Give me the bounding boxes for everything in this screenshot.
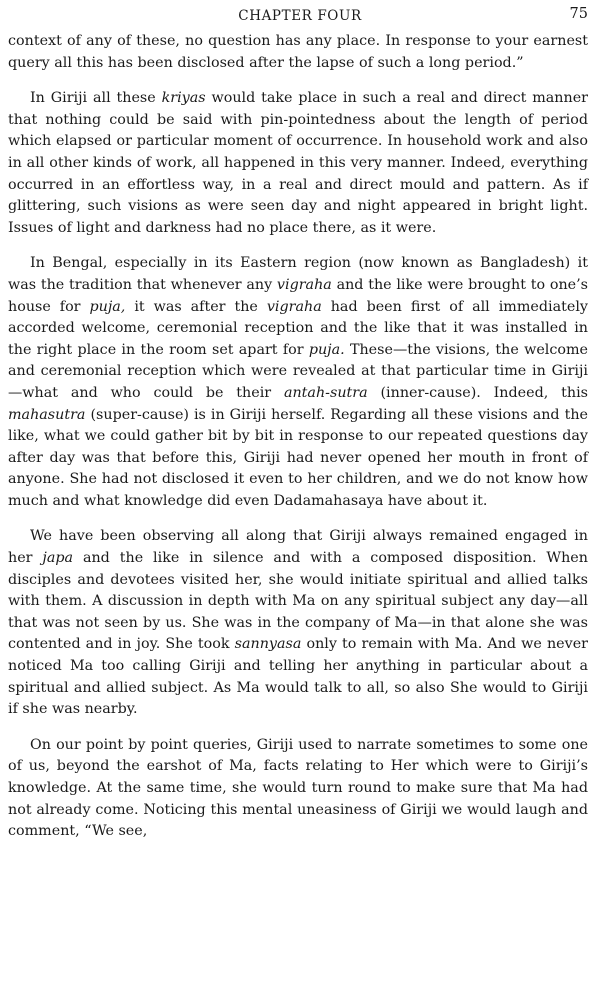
chapter-title: CHAPTER FOUR [238,8,362,24]
text-run: We have been observing all along that Giriji always remained engaged in her [8,528,588,567]
italic-term: puja, [89,298,126,315]
paragraph-2 [8,88,588,239]
italic-term: vigraha [266,298,322,315]
text-run: would take place in such a real and direct manner that nothing could be said with pin-pointedness about the length of period which elapsed or particular moment of occurrence. In household work and also in all other kinds of work, all happened in this very manner. Indeed, everything occurred in an effortless way, in a real and direct mould and pattern. As if glittering, such visions as were seen day and night appeared in bright light. Issues of light and darkness had no place there, as it were. [8,90,589,236]
text-run: context of any of these, no question has any place. In response to your earnest query all this has been disclosed after the lapse of such a long period.” [8,33,588,71]
paragraph-3 [8,253,588,512]
italic-term: puja. [308,341,345,358]
paragraph-4 [8,526,588,720]
body-text [8,31,588,843]
paragraph-5 [8,735,588,843]
text-run: (inner-cause). Indeed, this [367,384,588,401]
paragraph-1 [8,31,588,74]
italic-term: japa [42,550,74,567]
running-header [8,6,592,28]
italic-term: mahasutra [8,406,86,423]
italic-term: vigraha [276,276,332,293]
italic-term: kriyas [161,90,206,107]
page-number: 75 [569,6,588,22]
text-run: On our point by point queries, Giriji used to narrate sometimes to some one of us, beyond the earshot of Ma, facts relating to Her which were to Giriji’s knowledge. At the same time, she would turn round to make sure that Ma had not already come. Noticing this mental uneasiness of Giriji we would laugh and comment, “We see, [8,736,588,840]
text-run: (super-cause) is in Giriji herself. Regarding all these visions and the like, what we could gather bit by bit in response to our repeated questions day after day was that before this, Giriji had never opened her mouth in front of anyone. She had not disclosed it even to her children, and we do not know how much and what knowledge did even Dadamahasaya have about it. [8,406,588,509]
text-run: These—the visions, the welcome and ceremonial reception which were revealed at that particular time in Giriji—what and who could be their [8,341,588,401]
text-run: In Bengal, especially in its Eastern region (now known as Bangladesh) it was the tradition that whenever any [8,255,588,293]
text-run: it was after the [125,298,267,315]
italic-term: antah-sutra [283,384,368,401]
text-run: only to remain with Ma. And we never noticed Ma too calling Giriji and telling her anything in particular about a spiritual and allied subject. As Ma would talk to all, so also She would to Giriji if she was nearby. [8,636,588,718]
text-run: had been first of all immediately accorded welcome, ceremonial reception and the like that it was installed in the right place in the room set apart for [8,298,588,358]
text-run: In Giriji all these [30,90,162,107]
italic-term: sannyasa [234,636,302,653]
text-run: and the like in silence and with a composed disposition. When disciples and devotees visited her, she would initiate spiritual and allied talks with them. A discussion in depth with Ma on any spiritual subject any day—all that was not seen by us. She was in the company of Ma—in that alone she was contented and in joy. She took [8,550,588,653]
text-run: and the like were brought to one’s house for [8,276,589,315]
